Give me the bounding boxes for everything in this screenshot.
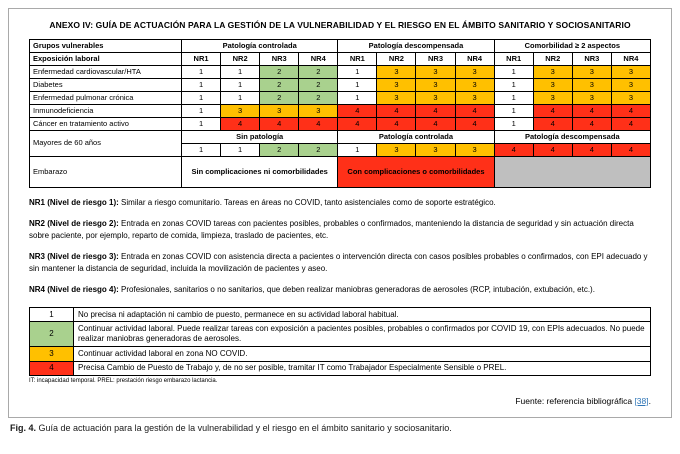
risk-level-cell: 1 (221, 144, 260, 157)
nr-header: NR3 (260, 53, 299, 66)
risk-level-cell: 4 (416, 105, 455, 118)
pregnancy-empty-cell (494, 157, 650, 188)
risk-level-definition-nr4 (29, 284, 651, 296)
nr2-label: NR2 (Nivel de riesgo 2): (29, 219, 119, 228)
risk-level-definition-nr1 (29, 197, 651, 209)
risk-level-cell: 4 (221, 118, 260, 131)
risk-level-cell: 3 (572, 92, 611, 105)
nr-header: NR2 (377, 53, 416, 66)
risk-level-cell: 1 (338, 66, 377, 79)
nr1-label: NR1 (Nivel de riesgo 1): (29, 198, 119, 207)
risk-level-cell: 3 (377, 79, 416, 92)
risk-level-cell: 3 (377, 92, 416, 105)
table-row (30, 105, 651, 118)
risk-level-cell: 1 (182, 118, 221, 131)
risk-level-cell: 3 (611, 66, 650, 79)
risk-level-cell: 4 (416, 118, 455, 131)
reference-link[interactable]: [38] (634, 395, 649, 406)
key-text-3: Continuar actividad laboral en zona NO COVID. (74, 347, 651, 361)
key-text-4: Precisa Cambio de Puesto de Trabajo y, de no ser posible, tramitar IT como Trabajador Especialmente Sensible o PREL. (74, 361, 651, 375)
row-label: Enfermedad pulmonar crónica (30, 92, 182, 105)
risk-level-cell: 4 (533, 144, 572, 157)
source-prefix: Fuente: referencia bibliográfica (515, 395, 635, 406)
risk-level-cell: 4 (377, 118, 416, 131)
age-subheader-no-pathology: Sin patología (182, 131, 338, 144)
risk-level-cell: 4 (455, 118, 494, 131)
source-line (29, 396, 651, 406)
nr-header: NR1 (494, 53, 533, 66)
risk-level-cell: 3 (416, 92, 455, 105)
row-label: Diabetes (30, 79, 182, 92)
risk-level-cell: 4 (572, 105, 611, 118)
risk-level-cell: 4 (377, 105, 416, 118)
key-value-4: 4 (30, 361, 74, 375)
risk-level-cell: 1 (221, 92, 260, 105)
risk-level-cell: 2 (299, 79, 338, 92)
risk-level-cell: 1 (182, 105, 221, 118)
table-row (30, 92, 651, 105)
key-value-2: 2 (30, 322, 74, 347)
risk-level-cell: 3 (416, 66, 455, 79)
table-row (30, 79, 651, 92)
annex-title: ANEXO IV: GUÍA DE ACTUACIÓN PARA LA GESTIÓN DE LA VULNERABILIDAD Y EL RIESGO EN EL ÁMBITO SANITARIO Y SOCIOSANITARIO (49, 20, 631, 30)
risk-level-cell: 1 (494, 118, 533, 131)
risk-level-cell: 3 (572, 79, 611, 92)
nr3-text: Entrada en zonas COVID con asistencia directa a pacientes o intervención directa con casos posibles probables o confirmados, con EPI adecuado y sin mantener la distancia de seguridad, incluida la movilización de pacientes y aseo. (29, 252, 648, 273)
risk-level-cell: 3 (455, 66, 494, 79)
risk-level-cell: 2 (260, 79, 299, 92)
risk-level-cell: 3 (611, 92, 650, 105)
key-text-1: No precisa ni adaptación ni cambio de puesto, permanece en su actividad laboral habitual. (74, 308, 651, 322)
risk-level-cell: 3 (221, 105, 260, 118)
nr-header: NR3 (416, 53, 455, 66)
row-label-age: Mayores de 60 años (30, 131, 182, 157)
risk-level-cell: 3 (416, 144, 455, 157)
group-header-row (30, 40, 651, 53)
risk-level-cell: 4 (299, 118, 338, 131)
key-row (30, 322, 651, 347)
color-key-table (29, 307, 651, 376)
nr4-label: NR4 (Nivel de riesgo 4): (29, 285, 119, 294)
risk-level-cell: 1 (494, 79, 533, 92)
risk-level-cell: 3 (455, 79, 494, 92)
risk-level-cell: 3 (533, 79, 572, 92)
risk-level-cell: 1 (494, 66, 533, 79)
age-subheader-row (30, 131, 651, 144)
risk-level-cell: 4 (533, 118, 572, 131)
row-label: Enfermedad cardiovascular/HTA (30, 66, 182, 79)
risk-level-cell: 4 (611, 118, 650, 131)
nr2-text: Entrada en zonas COVID tareas con pacientes posibles, probables o confirmados, manteniendo la distancia de seguridad y sin actuación directa sobre paciente, por ejemplo, reparto de comida, limpieza, traslado de pacientes, etc. (29, 219, 634, 240)
row-label-pregnancy: Embarazo (30, 157, 182, 188)
risk-level-cell: 1 (182, 92, 221, 105)
caption-text: Guía de actuación para la gestión de la vulnerabilidad y el riesgo en el ámbito sanitario y sociosanitario. (38, 422, 452, 433)
nr-header: NR4 (455, 53, 494, 66)
vulnerability-risk-table (29, 39, 651, 188)
group-header-controlled: Patología controlada (182, 40, 338, 53)
risk-level-cell: 3 (455, 92, 494, 105)
nr-header: NR4 (611, 53, 650, 66)
risk-level-definition-nr3 (29, 251, 651, 275)
risk-level-cell: 2 (260, 66, 299, 79)
nr-header: NR2 (221, 53, 260, 66)
risk-level-cell: 3 (416, 79, 455, 92)
risk-level-cell: 2 (260, 144, 299, 157)
key-text-2: Continuar actividad laboral. Puede realizar tareas con exposición a pacientes posibles, probables o confirmados por COVID 19, con EPIs adecuados. No puede realizar maniobras generadoras de aerosoles. (74, 322, 651, 347)
risk-level-cell: 1 (338, 92, 377, 105)
abbreviations-footnote: IT: incapacidad temporal. PREL: prestación riesgo embarazo lactancia. (29, 377, 218, 384)
risk-level-cell: 4 (455, 105, 494, 118)
nr-header: NR1 (338, 53, 377, 66)
nr1-text: Similar a riesgo comunitario. Tareas en áreas no COVID, tanto asistenciales como de soporte estratégico. (118, 198, 496, 207)
table-row (30, 66, 651, 79)
group-header-decompensated: Patología descompensada (338, 40, 494, 53)
risk-level-cell: 1 (221, 66, 260, 79)
age-subheader-controlled: Patología controlada (338, 131, 494, 144)
risk-level-cell: 3 (533, 92, 572, 105)
figure-caption (10, 423, 670, 433)
nr4-text: Profesionales, sanitarios o no sanitarios, que deben realizar maniobras generadoras de aerosoles (RCP, intubación, extubación, etc.). (118, 285, 595, 294)
row-label: Inmunodeficiencia (30, 105, 182, 118)
figure-panel (8, 8, 672, 418)
nr-header: NR1 (182, 53, 221, 66)
vulnerable-groups-header: Grupos vulnerables (30, 40, 182, 53)
risk-level-cell: 3 (533, 66, 572, 79)
group-header-comorbidity: Comorbilidad ≥ 2 aspectos (494, 40, 650, 53)
risk-level-cell: 1 (221, 79, 260, 92)
risk-level-cell: 1 (494, 92, 533, 105)
risk-level-cell: 3 (299, 105, 338, 118)
risk-level-cell: 2 (260, 92, 299, 105)
pregnancy-row (30, 157, 651, 188)
risk-level-cell: 1 (182, 66, 221, 79)
nr3-label: NR3 (Nivel de riesgo 3): (29, 252, 119, 261)
row-label: Cáncer en tratamiento activo (30, 118, 182, 131)
risk-level-cell: 4 (572, 144, 611, 157)
pregnancy-complications-cell: Con complicaciones o comorbilidades (338, 157, 494, 188)
risk-level-cell: 1 (182, 144, 221, 157)
risk-level-cell: 4 (533, 105, 572, 118)
exposure-header: Exposición laboral (30, 53, 182, 66)
risk-level-cell: 4 (572, 118, 611, 131)
key-row (30, 308, 651, 322)
key-row (30, 361, 651, 375)
key-row (30, 347, 651, 361)
key-value-3: 3 (30, 347, 74, 361)
risk-level-cell: 3 (455, 144, 494, 157)
pregnancy-no-complications-cell: Sin complicaciones ni comorbilidades (182, 157, 338, 188)
risk-level-cell: 3 (260, 105, 299, 118)
nr-header: NR4 (299, 53, 338, 66)
risk-level-cell: 3 (572, 66, 611, 79)
table-row (30, 118, 651, 131)
risk-level-cell: 2 (299, 144, 338, 157)
risk-level-cell: 4 (338, 118, 377, 131)
risk-level-cell: 2 (299, 92, 338, 105)
risk-level-cell: 3 (611, 79, 650, 92)
nr-header-row (30, 53, 651, 66)
risk-level-cell: 2 (299, 66, 338, 79)
age-subheader-decompensated: Patología descompensada (494, 131, 650, 144)
risk-level-cell: 3 (377, 144, 416, 157)
nr-header: NR3 (572, 53, 611, 66)
source-suffix: . (648, 395, 651, 406)
risk-level-cell: 4 (260, 118, 299, 131)
caption-label: Fig. 4. (10, 422, 37, 433)
nr-header: NR2 (533, 53, 572, 66)
key-value-1: 1 (30, 308, 74, 322)
risk-level-cell: 4 (494, 144, 533, 157)
risk-level-cell: 4 (611, 144, 650, 157)
risk-level-cell: 1 (182, 79, 221, 92)
risk-level-cell: 1 (494, 105, 533, 118)
risk-level-cell: 1 (338, 144, 377, 157)
risk-level-cell: 4 (611, 105, 650, 118)
risk-level-cell: 3 (377, 66, 416, 79)
risk-level-definition-nr2 (29, 218, 651, 242)
risk-level-cell: 4 (338, 105, 377, 118)
risk-level-cell: 1 (338, 79, 377, 92)
